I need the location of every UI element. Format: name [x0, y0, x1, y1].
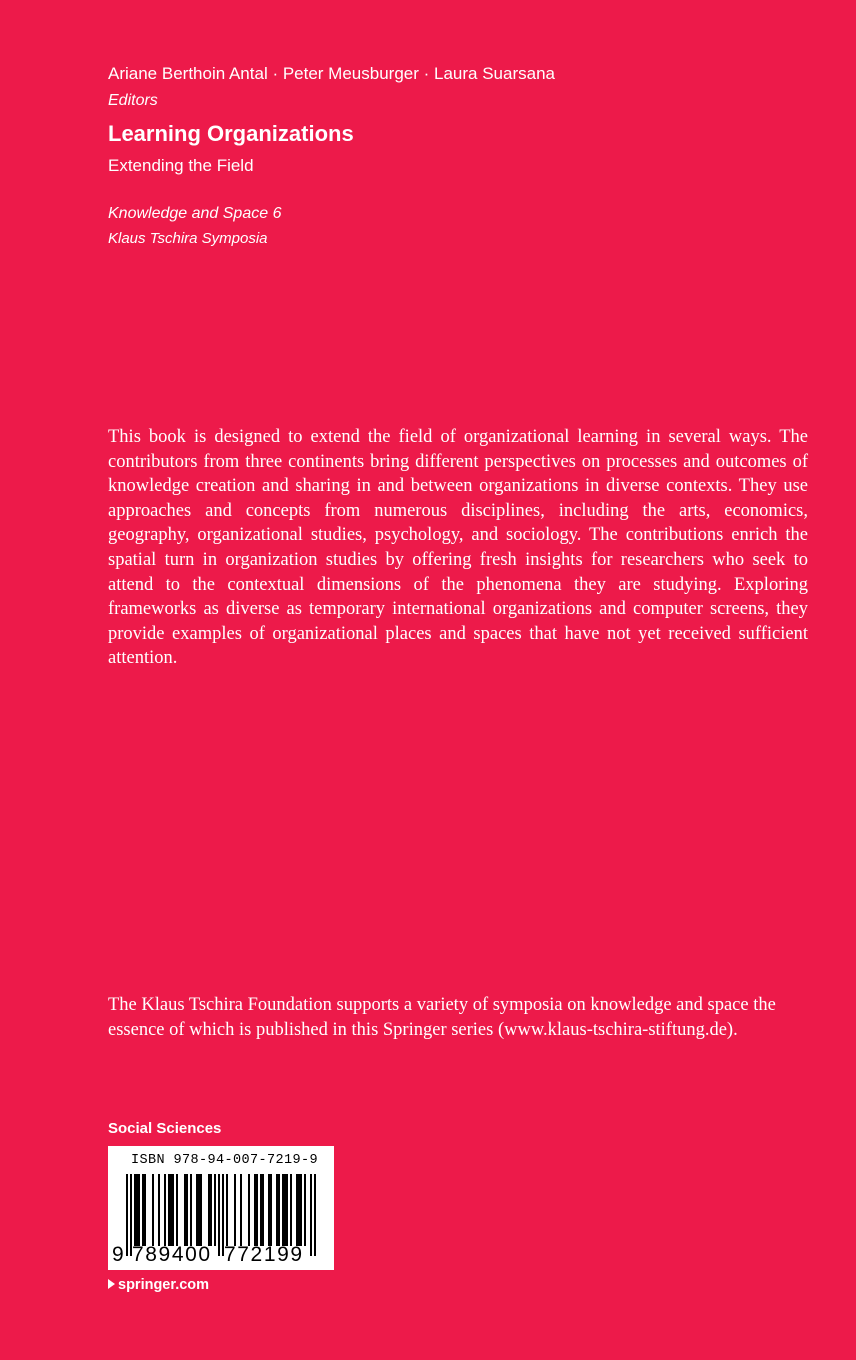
- barcode-bar: [136, 1174, 138, 1246]
- arrow-right-icon: [108, 1279, 115, 1289]
- barcode-bar: [214, 1174, 216, 1246]
- barcode-bar: [240, 1174, 242, 1246]
- barcode-bar: [256, 1174, 258, 1246]
- barcode-lead-digit: 9: [112, 1243, 124, 1266]
- publisher-website-label: springer.com: [118, 1277, 210, 1293]
- barcode-bar: [208, 1174, 210, 1246]
- book-subtitle: Extending the Field: [108, 156, 254, 175]
- subject-category: Social Sciences: [108, 1120, 222, 1137]
- barcode-bar: [268, 1174, 270, 1246]
- isbn-label: ISBN 978-94-007-7219-9: [131, 1153, 319, 1168]
- barcode-bar: [284, 1174, 286, 1246]
- barcode-bar: [300, 1174, 302, 1246]
- barcode-bar: [138, 1174, 140, 1246]
- barcode-bar: [226, 1174, 228, 1246]
- barcode-bar: [198, 1174, 200, 1246]
- barcode-bar: [168, 1174, 170, 1246]
- barcode-bar: [282, 1174, 284, 1246]
- barcode-bar: [254, 1174, 256, 1246]
- barcode-bar: [152, 1174, 154, 1246]
- barcode-left-group: 789400: [132, 1243, 212, 1266]
- barcode-bar: [304, 1174, 306, 1246]
- book-description: This book is designed to extend the field of organizational learning in several ways. The contributors from three continents bring different perspectives on processes and outcomes of knowledge creation and sharing in and between organizations in diverse contexts. They use approaches and concepts from numerous disciplines, including the arts, economics, geography, organizational studies, psychology, and sociology. The contributions enrich the spatial turn in organization studies by offering fresh insights for researchers who seek to attend to the contextual dimensions of the phenomena they are studying. Exploring frameworks as diverse as temporary international organizations and computer screens, they provide examples of organizational places and spaces that have not yet received sufficient attention.: [108, 427, 808, 669]
- barcode-bar: [286, 1174, 288, 1246]
- publisher-website[interactable]: [108, 1277, 209, 1293]
- barcode-bar: [270, 1174, 272, 1246]
- barcode-bar: [234, 1174, 236, 1246]
- series-name: Knowledge and Space 6: [108, 205, 282, 222]
- barcode-bar: [170, 1174, 172, 1246]
- barcode-bar: [184, 1174, 186, 1246]
- barcode-bar: [190, 1174, 192, 1246]
- isbn-barcode: [108, 1146, 334, 1270]
- editors-names: Ariane Berthoin Antal · Peter Meusburger · Laura Suarsana: [108, 64, 555, 83]
- barcode-bar: [158, 1174, 160, 1246]
- foundation-note: The Klaus Tschira Foundation supports a variety of symposia on knowledge and space the essence of which is published in this Springer series (www.klaus-tschira-stiftung.de).: [108, 995, 776, 1040]
- barcode-bar: [186, 1174, 188, 1246]
- barcode-bar: [176, 1174, 178, 1246]
- barcode-bar: [142, 1174, 144, 1246]
- barcode-bar: [134, 1174, 136, 1246]
- book-title: Learning Organizations: [108, 121, 354, 146]
- barcode-bar: [210, 1174, 212, 1246]
- barcode-bar: [164, 1174, 166, 1246]
- barcode-bar: [278, 1174, 280, 1246]
- series-subtitle: Klaus Tschira Symposia: [108, 230, 268, 247]
- barcode-right-group: 772199: [224, 1243, 304, 1266]
- barcode-bar: [296, 1174, 298, 1246]
- editors-label: Editors: [108, 92, 158, 109]
- barcode-bar: [276, 1174, 278, 1246]
- barcode-bar: [144, 1174, 146, 1246]
- barcode-bar: [196, 1174, 198, 1246]
- barcode-bar: [262, 1174, 264, 1246]
- barcode-bar: [260, 1174, 262, 1246]
- barcode-digits: [108, 1242, 334, 1268]
- barcode-bar: [200, 1174, 202, 1246]
- barcode-bar: [172, 1174, 174, 1246]
- barcode-bar: [290, 1174, 292, 1246]
- barcode-bar: [298, 1174, 300, 1246]
- barcode-bar: [248, 1174, 250, 1246]
